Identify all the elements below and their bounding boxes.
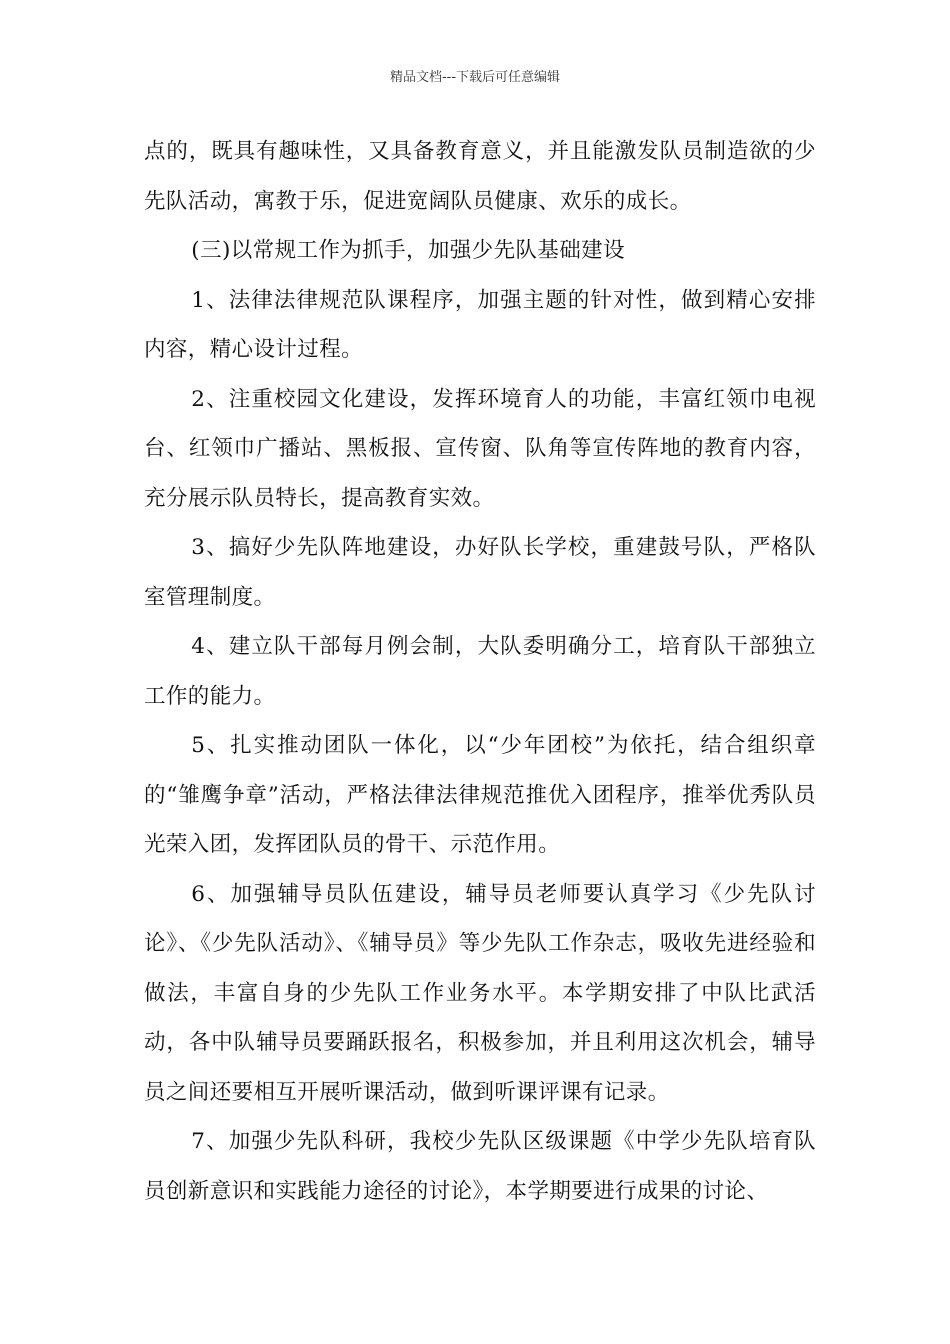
page-header: 精品文档---下载后可任意编辑 bbox=[389, 70, 561, 85]
paragraph-item-3: 3、搞好少先队阵地建设，办好队长学校，重建鼓号队，严格队室管理制度。 bbox=[144, 535, 816, 610]
paragraph-item-6: 6、加强辅导员队伍建设，辅导员老师要认真学习《少先队讨论》、《少先队活动》、《辅导员》等少先队工作杂志，吸收先进经验和做法，丰富自身的少先队工作业务水平。本学期安排了中队比武活动，各中队辅导员要踊跃报名，积极参加，并且利用这次机会，辅导员之间还要相互开展听课活动，做到听课评课有记录。 bbox=[144, 881, 816, 1105]
paragraph-item-2: 2、注重校园文化建设，发挥环境育人的功能，丰富红领巾电视台、红领巾广播站、黑板报、宣传窗、队角等宣传阵地的教育内容，充分展示队员特长，提高教育实效。 bbox=[144, 386, 816, 511]
paragraph-item-4: 4、建立队干部每月例会制，大队委明确分工，培育队干部独立工作的能力。 bbox=[144, 634, 816, 709]
paragraph-continuation: 点的，既具有趣味性，又具备教育意义，并且能激发队员制造欲的少先队活动，寓教于乐，促进宽阔队员健康、欢乐的成长。 bbox=[144, 139, 816, 214]
paragraph-item-7: 7、加强少先队科研，我校少先队区级课题《中学少先队培育队员创新意识和实践能力途径的讨论》，本学期要进行成果的讨论、 bbox=[144, 1129, 816, 1204]
paragraph-item-1: 1、法律法律规范队课程序，加强主题的针对性，做到精心安排内容，精心设计过程。 bbox=[144, 287, 816, 362]
section-heading: (三)以常规工作为抓手，加强少先队基础建设 bbox=[191, 238, 625, 263]
paragraph-item-5: 5、扎实推动团队一体化，以“少年团校”为依托，结合组织章的“雏鹰争章”活动，严格法律法律规范推优入团程序，推举优秀队员光荣入团，发挥团队员的骨干、示范作用。 bbox=[144, 733, 816, 857]
document-body bbox=[144, 127, 816, 1216]
